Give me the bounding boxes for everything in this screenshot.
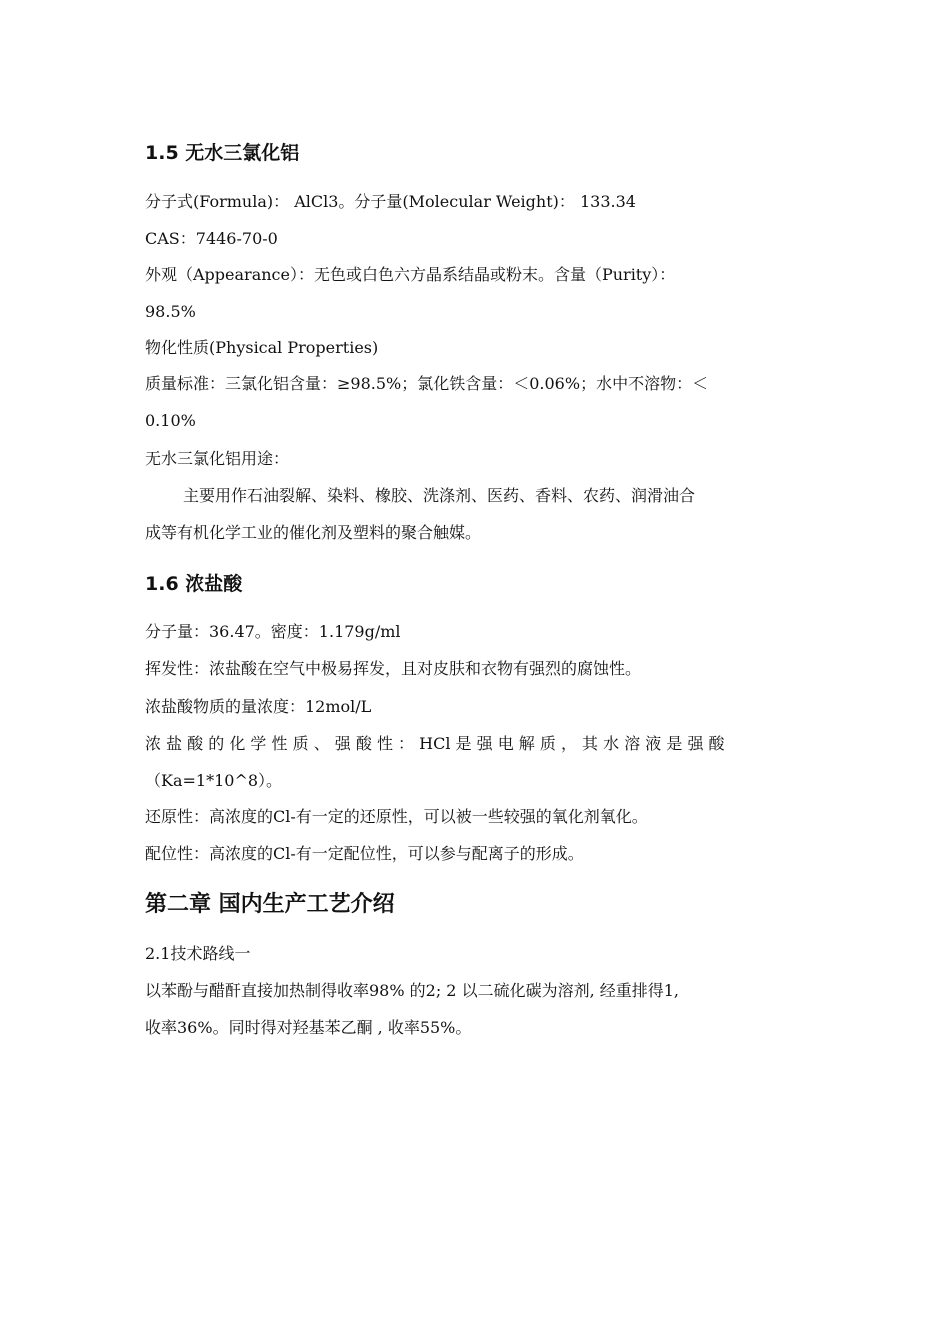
- physical-properties-line: 物化性质(Physical Properties): [145, 338, 379, 357]
- quality-standard-line: 质量标准：三氯化铝含量：≥98.5%；氯化铁含量：＜0.06%；水中不溶物：＜: [145, 374, 709, 393]
- route-description-line: 以苯酚与醋酐直接加热制得收率98% 的2; 2 以二硫化碳为溶剂, 经重排得1,: [145, 981, 680, 1000]
- molecular-weight-line: 分子量：36.47。密度：1.179g/ml: [145, 622, 401, 641]
- volatility-line: 挥发性：浓盐酸在空气中极易挥发，且对皮肤和衣物有强烈的腐蚀性。: [145, 659, 642, 678]
- route-description-line-continued: 收率36%。同时得对羟基苯乙酮 , 收率55%。: [145, 1018, 472, 1037]
- coordination-property-line: 配位性：高浓度的Cl-有一定配位性，可以参与配离子的形成。: [145, 844, 584, 863]
- chapter-heading: 第二章 国内生产工艺介绍: [145, 892, 395, 917]
- appearance-line: 外观（Appearance）：无色或白色六方晶系结晶或粉末。含量（Purity）：: [145, 265, 676, 284]
- formula-line: 分子式(Formula)： AlCl3。分子量(Molecular Weight)： 133.34: [145, 192, 636, 211]
- quality-standard-line-continued: 0.10%: [145, 411, 196, 430]
- chemical-properties-line-continued: （Ka=1*10^8）。: [145, 771, 283, 790]
- route-label: 2.1技术路线一: [145, 944, 251, 963]
- usage-line: 主要用作石油裂解、染料、橡胶、洗涤剂、医药、香料、农药、润滑油合: [183, 486, 696, 505]
- concentration-line: 浓盐酸物质的量浓度：12mol/L: [145, 697, 372, 716]
- section-heading-aluminum-chloride: 1.5 无水三氯化铝: [145, 142, 300, 164]
- cas-line: CAS：7446-70-0: [145, 229, 278, 248]
- usage-label: 无水三氯化铝用途：: [145, 449, 290, 468]
- appearance-line-continued: 98.5%: [145, 302, 196, 321]
- reducing-property-line: 还原性：高浓度的Cl-有一定的还原性，可以被一些较强的氧化剂氧化。: [145, 807, 648, 826]
- usage-line-continued: 成等有机化学工业的催化剂及塑料的聚合触媒。: [145, 523, 482, 542]
- section-heading-hydrochloric-acid: 1.6 浓盐酸: [145, 573, 243, 595]
- chemical-properties-line: 浓 盐 酸 的 化 学 性 质 、 强 酸 性 ： HCl 是 强 电 解 质 ， 其 水 溶 液 是 强 酸: [145, 734, 725, 753]
